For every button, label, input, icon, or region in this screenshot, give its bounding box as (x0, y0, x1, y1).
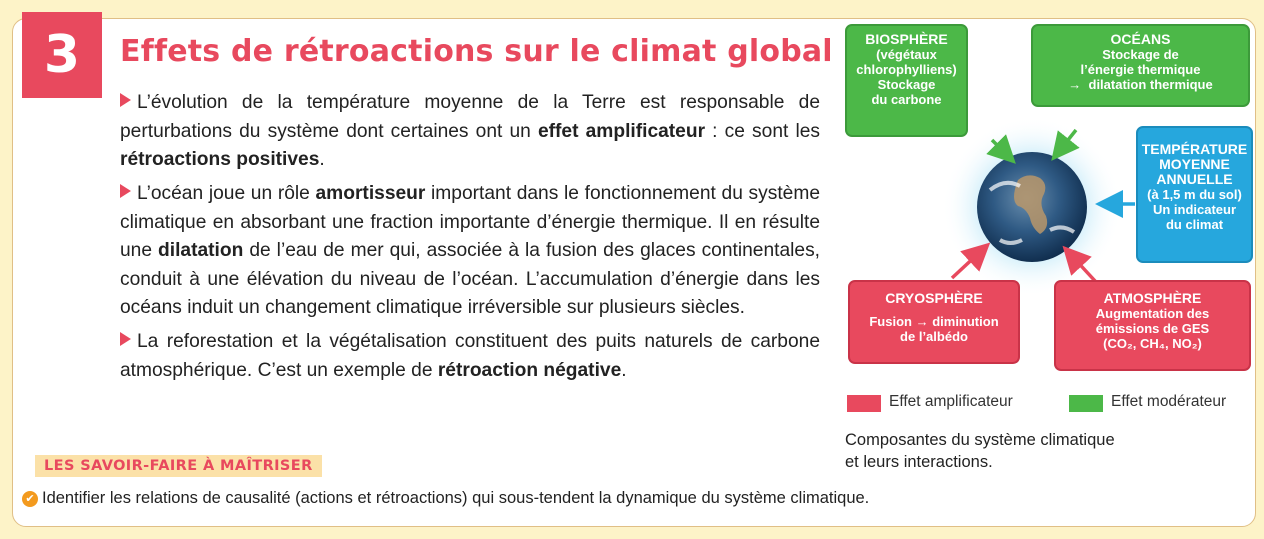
atmosphere-box: ATMOSPHÈRE Augmentation des émissions de GES (CO₂, CH₄, NO₂) (1054, 280, 1251, 371)
section-number: 3 (22, 12, 102, 98)
right-arrow-icon: → (915, 314, 929, 329)
skills-heading: LES SAVOIR-FAIRE À MAÎTRISER (35, 455, 322, 477)
legend-green-swatch (1069, 395, 1103, 412)
temperature-box: TEMPÉRATURE MOYENNE ANNUELLE (à 1,5 m du sol) Un indicateur du climat (1136, 126, 1253, 263)
text-run: de l’eau de mer qui, associée à la fusion des glaces continentales, conduit à une élévation du niveau de l’océan. L’accumulation d’énergie dans les océans induit un changement climatique irréversible sur plusieurs siècles. (120, 240, 820, 318)
check-icon: ✔ (22, 491, 38, 507)
text-run: important dans le fonctionnement du système climatique en absorbant une fraction importante d’énergie thermique. Il en résulte une (120, 183, 820, 261)
biosphere-box: BIOSPHÈRE (végétaux chlorophylliens) Stockage du carbone (845, 24, 968, 137)
cryosphere-box: CRYOSPHÈRE Fusion → diminution de l’albédo (848, 280, 1020, 364)
legend-red-swatch (847, 395, 881, 412)
text-run: L’évolution de la température moyenne de la Terre est responsable de perturbations du système dont certaines ont un (120, 92, 820, 142)
text-run: L’océan joue un rôle (137, 183, 316, 204)
text-run: La reforestation et la végétalisation constituent des puits naturels de carbone atmosphérique. C’est un exemple de (120, 331, 820, 381)
right-arrow-icon: → (1068, 77, 1082, 92)
bold-term: rétroaction négative (437, 359, 622, 381)
legend-green-label: Effet modérateur (1111, 393, 1227, 410)
text-run: : ce sont les (705, 120, 820, 142)
text-run: . (319, 149, 325, 170)
skill-text: Identifier les relations de causalité (actions et rétroactions) qui sous-tendent la dynamique du système climatique. (42, 489, 870, 507)
bold-term: rétroactions positives (120, 149, 320, 170)
bold-term: dilatation (158, 240, 244, 261)
diagram-caption: Composantes du système climatique et leurs interactions. (845, 431, 1115, 471)
bold-term: amortisseur (315, 183, 426, 204)
bold-term: effet amplificateur (537, 120, 706, 142)
oceans-box: OCÉANS Stockage de l’énergie thermique → dilatation thermique (1031, 24, 1250, 107)
text-run: . (621, 359, 627, 381)
legend-red-label: Effet amplificateur (889, 393, 1013, 410)
section-title: Effets de rétroactions sur le climat global (120, 34, 833, 69)
